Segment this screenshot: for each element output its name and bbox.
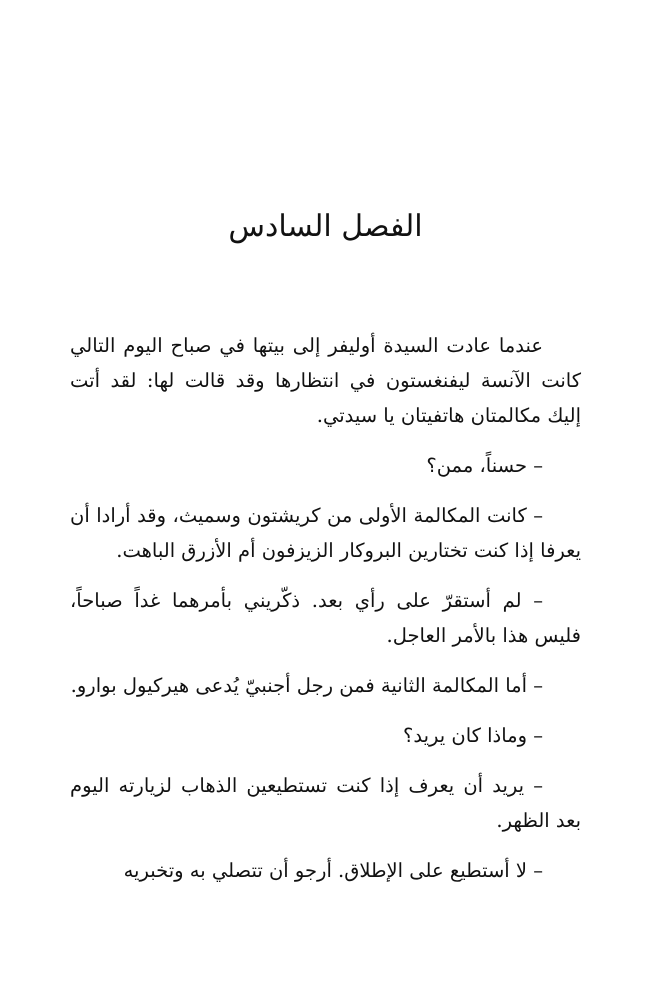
- chapter-title: الفصل السادس: [228, 209, 423, 244]
- paragraph: – يريد أن يعرف إذا كنت تستطيعين الذهاب لزيارته اليوم بعد الظهر.: [70, 774, 581, 832]
- paragraph: عندما عادت السيدة أوليفر إلى بيتها في صباح اليوم التالي كانت الآنسة ليفنغستون في انتظارها وقد قالت لها: لقد أتت إليك مكالمتان هاتفيتان يا سيدتي.: [70, 334, 581, 427]
- paragraph: – لا أستطيع على الإطلاق. أرجو أن تتصلي به وتخبريه: [123, 859, 543, 882]
- paragraph: – كانت المكالمة الأولى من كريشتون وسميث، وقد أرادا أن يعرفا إذا كنت تختارين البروكار الزيزفون أم الأزرق الباهت.: [70, 504, 581, 562]
- paragraph: – حسناً، ممن؟: [426, 454, 543, 477]
- paragraph: – أما المكالمة الثانية فمن رجل أجنبيّ يُدعى هيركيول بوارو.: [70, 674, 543, 697]
- chapter-body: [70, 328, 581, 903]
- paragraph: – وماذا كان يريد؟: [403, 724, 543, 747]
- paragraph: – لم أستقرّ على رأي بعد. ذكّريني بأمرهما غداً صباحاً، فليس هذا بالأمر العاجل.: [70, 589, 581, 647]
